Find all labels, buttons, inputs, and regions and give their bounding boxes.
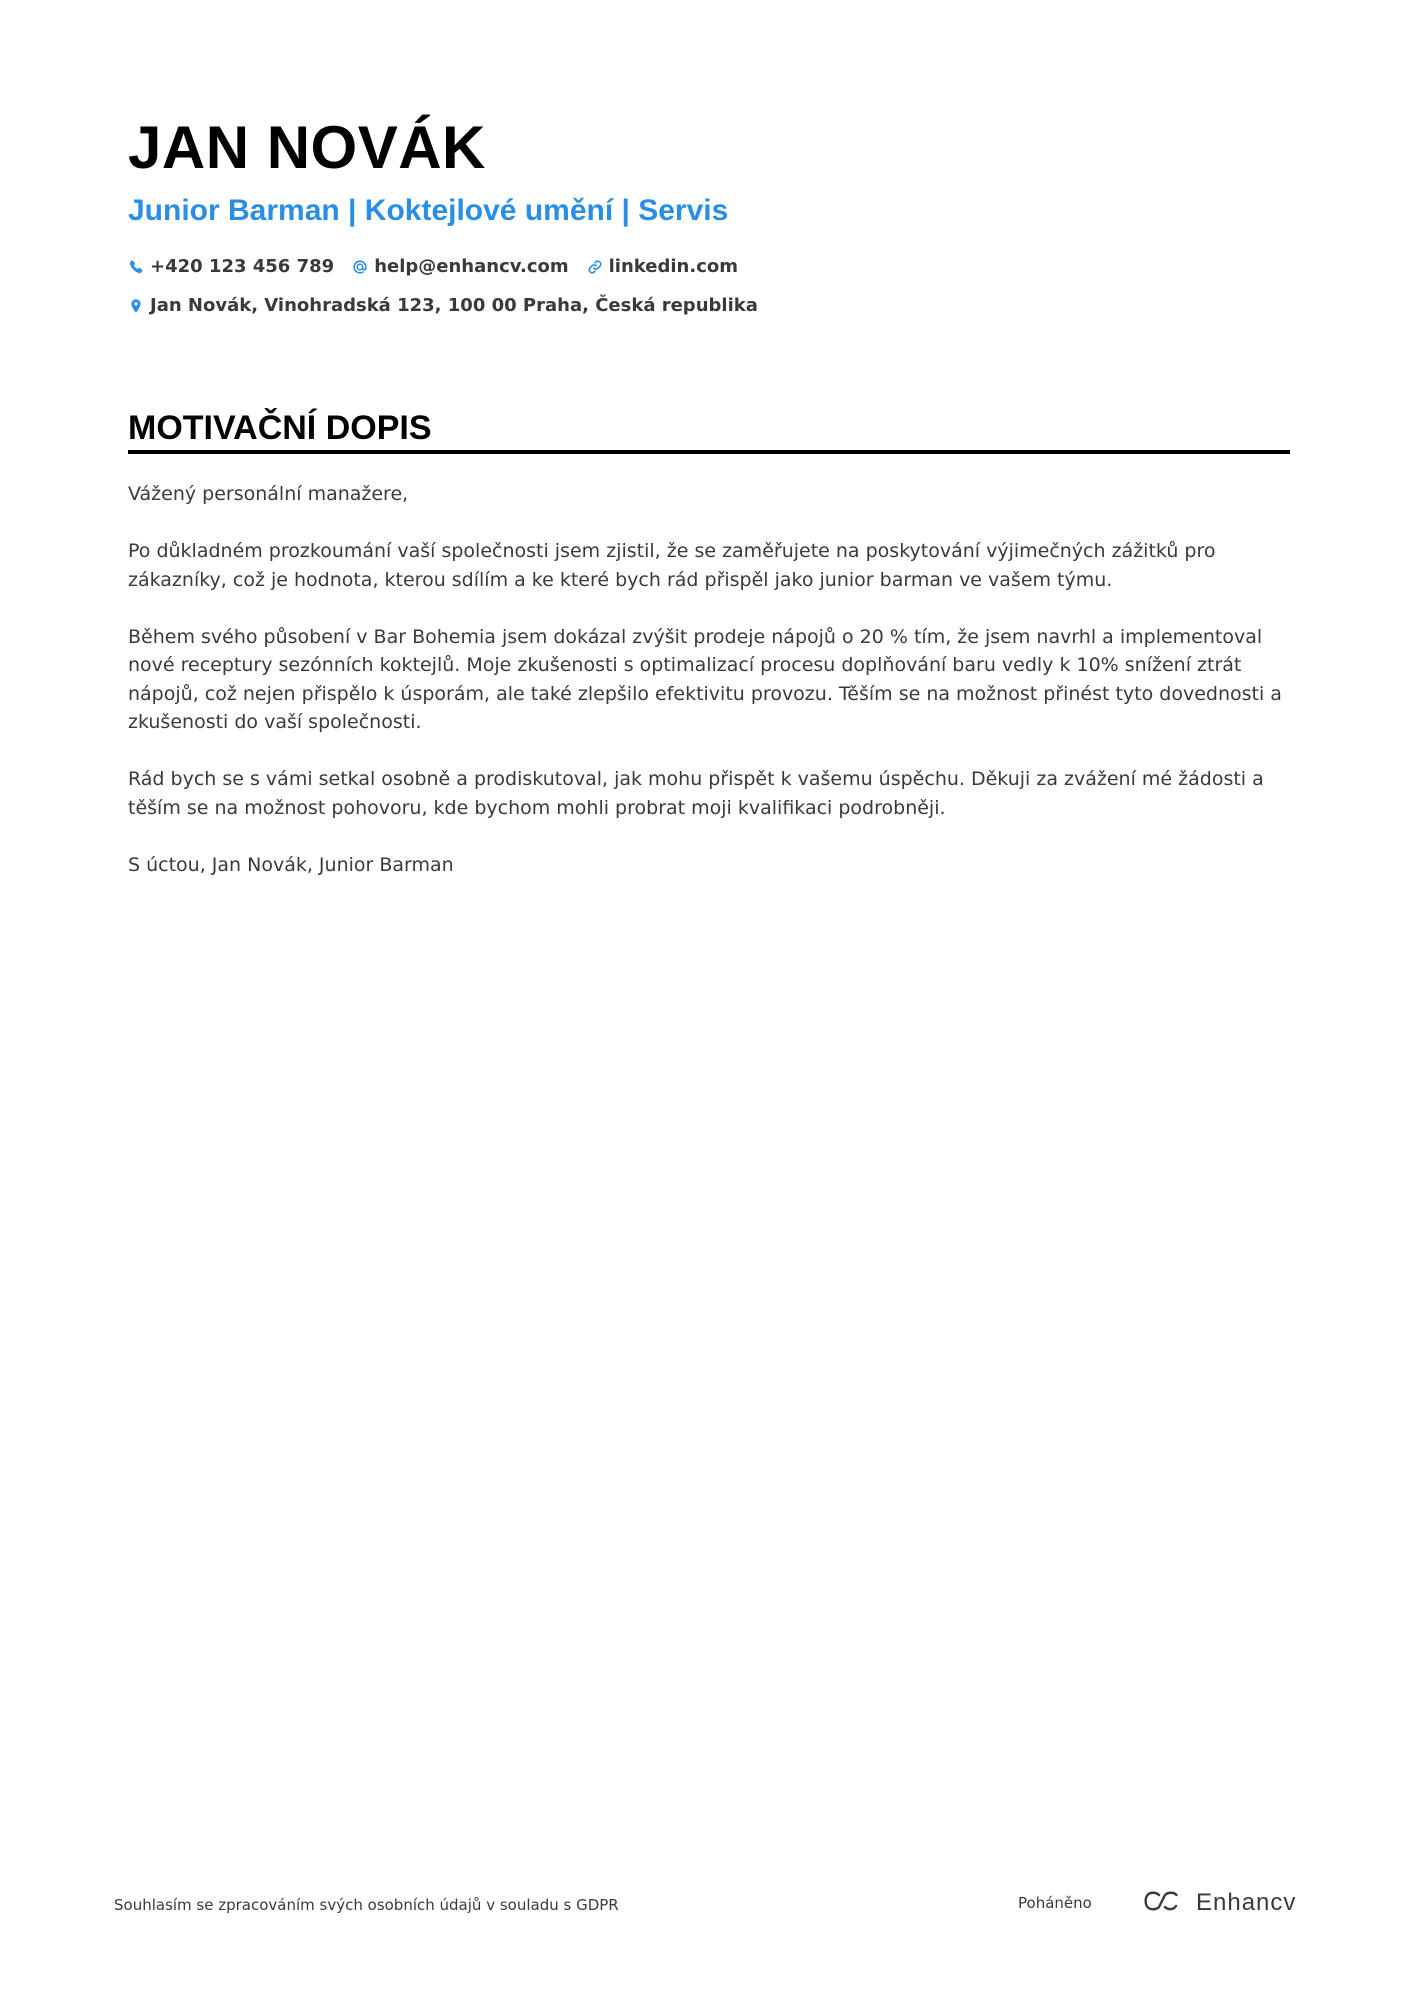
enhancv-logo[interactable] bbox=[1138, 1888, 1296, 1918]
email-text: help@enhancv.com bbox=[374, 256, 569, 277]
gdpr-consent: Souhlasím se zpracováním svých osobních údajů v souladu s GDPR bbox=[114, 1896, 619, 1914]
phone-text: +420 123 456 789 bbox=[150, 256, 335, 277]
contact-linkedin[interactable] bbox=[587, 253, 738, 281]
candidate-name: JAN NOVÁK bbox=[128, 114, 486, 181]
address-text: Jan Novák, Vinohradská 123, 100 00 Praha, Česká republika bbox=[150, 295, 758, 316]
phone-icon bbox=[128, 259, 144, 275]
contact-address bbox=[128, 292, 758, 320]
at-icon bbox=[352, 259, 368, 275]
link-icon bbox=[587, 259, 603, 275]
contact-email[interactable] bbox=[352, 253, 568, 281]
location-pin-icon bbox=[128, 298, 144, 314]
letter-paragraph: Rád bych se s vámi setkal osobně a prodiskutoval, jak mohu přispět k vašemu úspěchu. Děkuji za zvážení mé žádosti a těším se na možnost pohovoru, kde bychom mohli probrat moji kvalifikaci podrobněji. bbox=[128, 768, 1264, 819]
powered-by-label: Poháněno bbox=[1018, 1894, 1092, 1912]
section-divider bbox=[128, 450, 1290, 454]
contact-phone[interactable] bbox=[128, 253, 334, 281]
letter-paragraph: Po důkladném prozkoumání vaší společnosti jsem zjistil, že se zaměřujete na poskytování výjimečných zážitků pro zákazníky, což je hodnota, kterou sdílím a ke které bych rád přispěl jako junior barman ve vašem týmu. bbox=[128, 540, 1216, 591]
enhancv-logo-text: Enhancv bbox=[1196, 1889, 1297, 1916]
contact-row-primary bbox=[128, 253, 756, 281]
letter-body bbox=[128, 480, 1290, 908]
letter-paragraph: Během svého působení v Bar Bohemia jsem dokázal zvýšit prodeje nápojů o 20 % tím, že jsem navrhl a implementoval nové receptury sezónních koktejlů. Moje zkušenosti s optimalizací procesu doplňování baru vedly k 10% snížení ztrát nápojů, což nejen přispělo k úsporám, ale také zlepšilo efektivitu provozu. Těším se na možnost přinést tyto dovednosti a zkušenosti do vaší společnosti. bbox=[128, 625, 1282, 733]
section-title: MOTIVAČNÍ DOPIS bbox=[128, 409, 432, 447]
letter-salutation: Vážený personální manažere, bbox=[128, 483, 409, 505]
enhancv-logo-icon bbox=[1138, 1887, 1186, 1919]
contact-row-address bbox=[128, 292, 776, 320]
linkedin-text: linkedin.com bbox=[608, 256, 738, 277]
letter-closing: S úctou, Jan Novák, Junior Barman bbox=[128, 853, 454, 876]
candidate-headline: Junior Barman | Koktejlové umění | Servis bbox=[128, 194, 729, 227]
